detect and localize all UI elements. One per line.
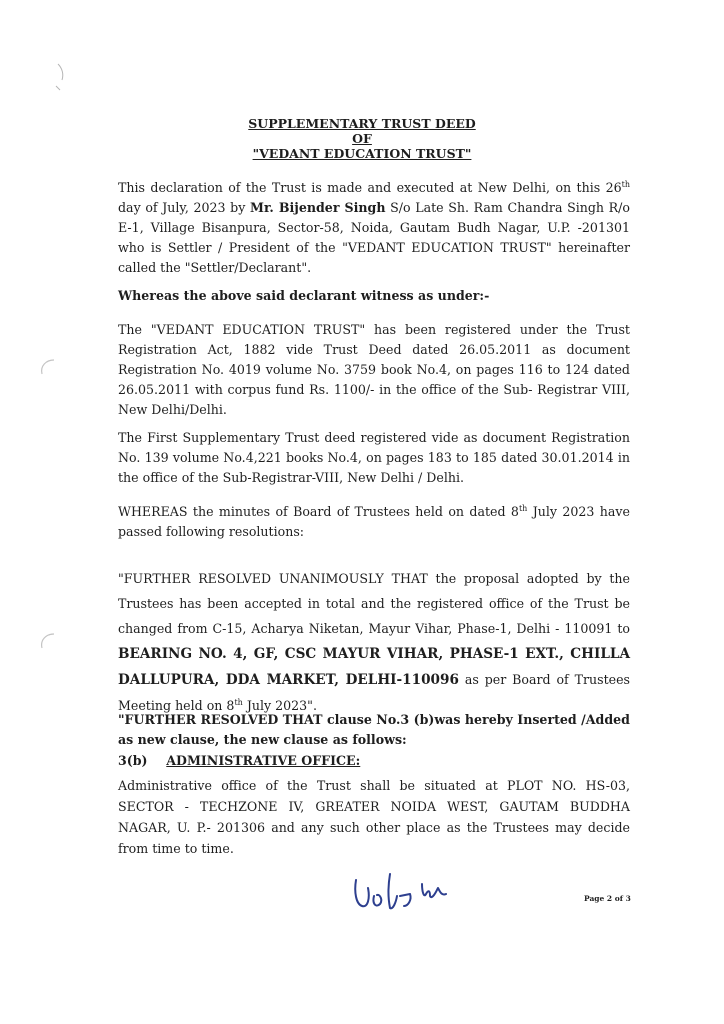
page-number: Page 2 of 3: [584, 894, 631, 903]
clause-heading: [118, 753, 360, 768]
clause-number: 3(b): [118, 753, 148, 768]
declaration-text-mid: day of July, 2023 by: [118, 200, 251, 215]
whereas-heading: Whereas the above said declarant witness as under:-: [118, 288, 490, 303]
title-line-3: "VEDANT EDUCATION TRUST": [252, 146, 472, 161]
resolution-text-start: "FURTHER RESOLVED UNANIMOUSLY THAT the proposal adopted by the Trustees has been accepted in total and the registered office of the Trust be changed from C-15, Acharya Niketan, Mayur Vihar, Phase-1, Delhi - 110091 to: [118, 571, 630, 636]
resolution-text-end: July 2023".: [242, 698, 317, 713]
new-registered-address: BEARING NO. 4, GF, CSC MAYUR VIHAR, PHASE-1 EXT., CHILLA DALLUPURA, DDA MARKET, DELHI-110096: [118, 646, 630, 688]
signature-stroke-3: [389, 874, 398, 908]
signature-stroke-5: [422, 884, 446, 897]
punch-hole-mark-lower: [24, 624, 64, 664]
signature-stroke-4: [400, 894, 411, 906]
scan-margin-marks: [28, 56, 68, 166]
declaration-day-suffix: th: [621, 179, 630, 189]
handwritten-signature: [350, 866, 470, 922]
deed-title: [0, 116, 724, 161]
title-line-2: OF: [352, 131, 372, 146]
clause-title: ADMINISTRATIVE OFFICE:: [166, 753, 361, 768]
declaration-text-start: This declaration of the Trust is made and executed at New Delhi, on this 26: [118, 180, 622, 195]
signature-stroke-2: [373, 895, 381, 906]
declaration-text-end: S/o Late Sh. Ram Chandra Singh R/o E-1, Village Bisanpura, Sector-58, Noida, Gautam Budh Nagar, U.P. -201301 who is Settler / President of the "VEDANT EDUCATION TRUST" hereinafter called the "Settler/Declarant".: [118, 200, 630, 275]
resolution-office-change: [118, 566, 630, 718]
board-minutes-text-end: July 2023 have passed following resolutions:: [118, 504, 630, 539]
signature-stroke-1: [355, 880, 369, 906]
declaration-paragraph: [118, 178, 630, 278]
resolution-text-mid: as per Board of Trustees Meeting held on 8: [118, 672, 630, 713]
board-minutes-date-suffix: th: [518, 503, 528, 513]
board-minutes-paragraph: [118, 502, 630, 542]
board-minutes-text-start: WHEREAS the minutes of Board of Trustees held on dated 8: [118, 504, 519, 519]
first-supplementary-paragraph: The First Supplementary Trust deed registered vide as document Registration No. 139 volume No.4,221 books No.4, on pages 183 to 185 dated 30.01.2014 in the office of the Sub-Registrar-VIII, New Delhi / Delhi.: [118, 430, 630, 485]
resolution-clause-insert: "FURTHER RESOLVED THAT clause No.3 (b)was hereby Inserted /Added as new clause, the new clause as follows:: [118, 712, 630, 747]
registration-paragraph: The "VEDANT EDUCATION TRUST" has been registered under the Trust Registration Act, 1882 vide Trust Deed dated 26.05.2011 as document Registration No. 4019 volume No. 3759 book No.4, on pages 116 to 124 dated 26.05.2011 with corpus fund Rs. 1100/- in the office of the Sub- Registrar VIII, New Delhi/Delhi.: [118, 322, 630, 417]
resolution-date-suffix: th: [234, 697, 243, 707]
title-line-1: SUPPLEMENTARY TRUST DEED: [248, 116, 476, 131]
clause-text: Administrative office of the Trust shall be situated at PLOT NO. HS-03, SECTOR - TECHZONE IV, GREATER NOIDA WEST, GAUTAM BUDDHA NAGAR, U. P.- 201306 and any such other place as the Trustees may decide from time to time.: [118, 778, 630, 856]
settler-name: Mr. Bijender Singh: [250, 200, 386, 215]
punch-hole-mark-upper: [24, 350, 64, 390]
